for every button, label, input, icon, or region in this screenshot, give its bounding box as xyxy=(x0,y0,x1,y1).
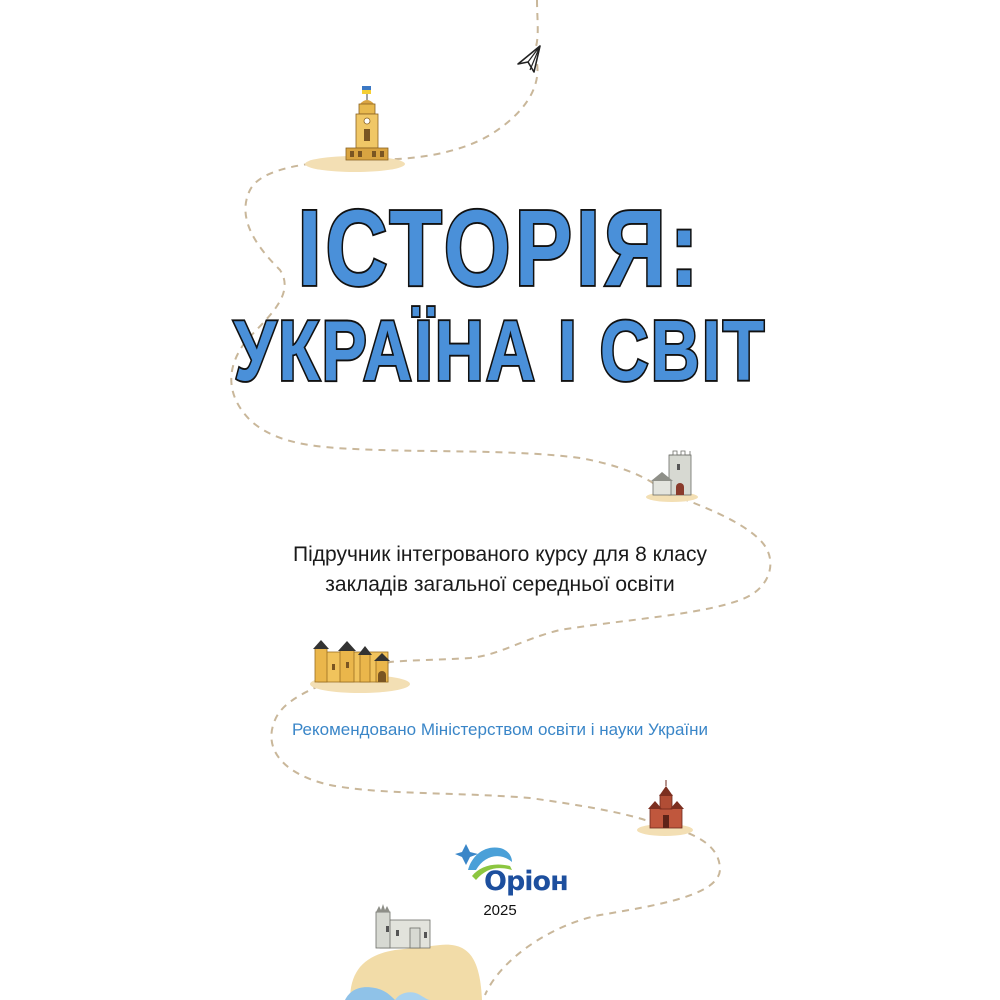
subtitle-line-2: закладів загальної середньої освіти xyxy=(325,573,675,596)
town-hall-tower-icon xyxy=(305,86,405,172)
fortress-icon xyxy=(310,640,410,693)
subtitle-line-1: Підручник інтегрованого курсу для 8 класу xyxy=(293,543,707,566)
wooden-church-icon xyxy=(637,780,693,836)
castle-gate-icon xyxy=(646,451,698,502)
ministry-recommendation: Рекомендовано Міністерством освіти і науки України xyxy=(291,720,709,739)
title-line-2: УКРАЇНА І СВІТ xyxy=(233,303,767,399)
publisher-name: Оріон xyxy=(484,866,568,897)
title-line-1: ІСТОРІЯ: xyxy=(297,188,703,309)
publication-year: 2025 xyxy=(483,902,517,919)
